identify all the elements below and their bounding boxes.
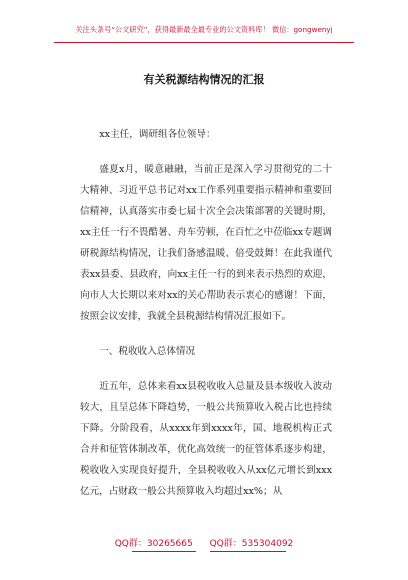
- body-paragraph: 盛夏x月，暖意融融，当前正是深入学习贯彻党的二十大精神、习近平总书记对xx工作系列重要指示精神和重要回信精神，认真落实市委七届十次全会决策部署的关键时期，xx主任一行不畏酷暑、舟车劳顿，在百忙之中莅临xx专题调研税源结构情况，让我们备感温暖、倍受鼓舞！在此我谨代表xx县委、县政府，向xx主任一行的到来表示热烈的欢迎，向市人大长期以来对xx的关心帮助表示衷心的感谢！下面，按照会议安排，我就全县税源结构情况汇报如下。: [80, 164, 332, 322]
- header-banner: 关注头条号“公文研究”，获得最新最全最专业的公文资料库！ 微信：gongwenyj: [75, 25, 333, 34]
- section-paragraph: 近五年，总体来看xx县税收收入总量及县本级收入波动较大，且呈总体下降趋势，一般公共预算收入税占比也持续下降。分阶段看，从xxxx年到xxxx年，国、地税机构正式合并和征管体制改革，优化高效统一的征管体系逐步构建，税收收入实现良好提升，全县税收收入从xx亿元增长到xxx亿元，占财政一般公共预算收入均超过xx%；从: [80, 381, 332, 497]
- footer-qq-group-2: QQ群：535304092: [209, 539, 294, 549]
- section-heading: 一、税收收入总体情况: [99, 346, 196, 357]
- document-body: [80, 124, 332, 502]
- document-title: 有关税源结构情况的汇报: [143, 73, 265, 86]
- footer-bar: [0, 538, 408, 550]
- footer-qq-group-1: QQ群：30265665: [114, 539, 193, 549]
- footer-underline-1: [132, 551, 196, 552]
- footer-underline-2: [210, 551, 286, 552]
- salutation: xx主任，调研组各位领导：: [99, 129, 216, 140]
- header-divider: [54, 42, 354, 43]
